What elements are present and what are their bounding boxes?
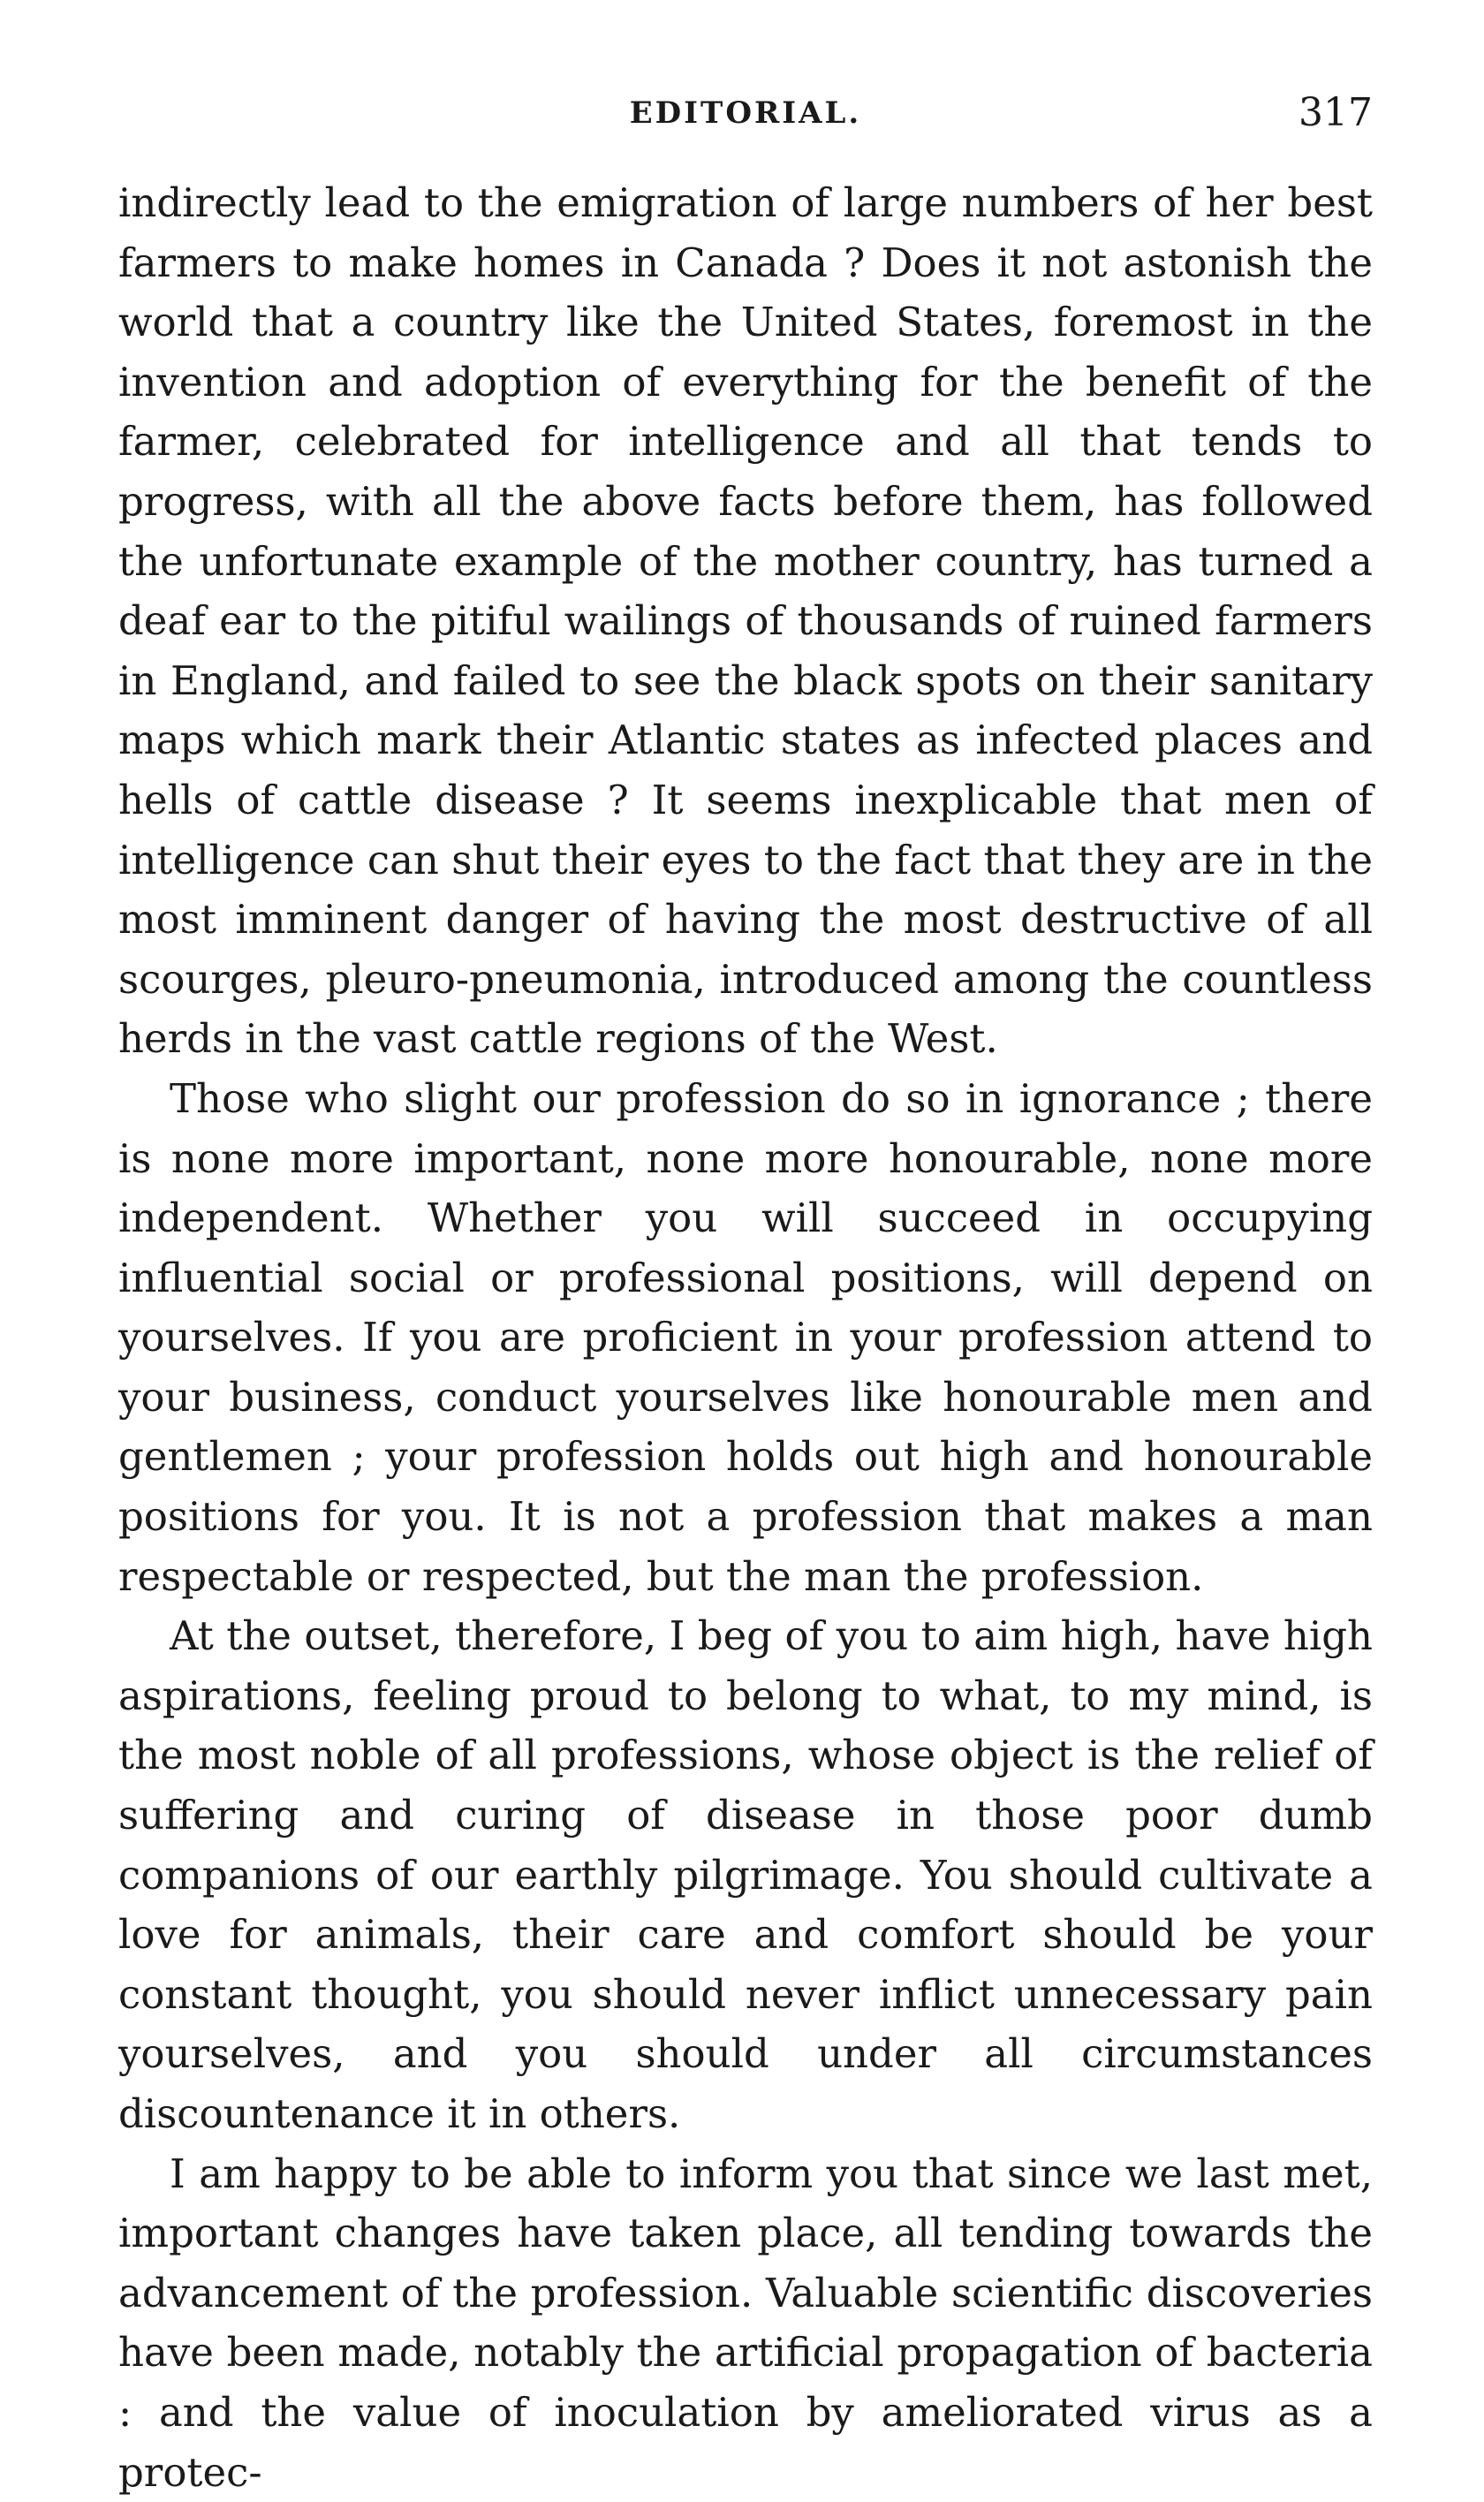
- body-text: [118, 173, 1373, 2502]
- running-title: EDITORIAL.: [629, 95, 862, 131]
- paragraph: I am happy to be able to inform you that since we last met, important changes have taken place, all tending towards the advancement of the profession. Valuable scientific discoveries have been made, notably the artificial propagation of bacteria : and the value of inoculation by ameliorated virus as a protec-: [118, 2149, 1373, 2496]
- paragraph: At the outset, therefore, I beg of you to aim high, have high aspirations, feeling proud to belong to what, to my mind, is the most noble of all professions, whose object is the relief of suffering and curing of disease in those poor dumb companions of our earthly pilgrimage. You should cultivate a love for animals, their care and comfort should be your constant thought, you should never inflict unnecessary pain yourselves, and you should under all circumstances discountenance it in others.: [118, 1612, 1373, 2137]
- page-number: 317: [1298, 90, 1373, 135]
- paragraph-continued: indirectly lead to the emigration of large numbers of her best farmers to make homes in Canada ? Does it not astonish the world that a country like the United States, foremost in the invention and adoption of everything for the benefit of the farmer, celebrated for intelligence and all that tends to progress, with all the above facts before them, has followed the unfortunate example of the mother country, has turned a deaf ear to the pitiful wailings of thousands of ruined farmers in England, and failed to see the black spots on their sanitary maps which mark their Atlantic states as infected places and hells of cattle disease ? It seems inexplicable that men of intelligence can shut their eyes to the fact that they are in the most imminent danger of having the most destructive of all scourges, pleuro-pneumonia, introduced among the countless herds in the vast cattle regions of the West.: [118, 179, 1373, 1063]
- paragraph: Those who slight our profession do so in ignorance ; there is none more important, none more honourable, none more independent. Whether you will succeed in occupying influential social or professional positions, will depend on yourselves. If you are proficient in your profession attend to your business, conduct yourselves like honourable men and gentlemen ; your profession holds out high and honourable positions for you. It is not a profession that makes a man respectable or respected, but the man the profession.: [118, 1074, 1373, 1600]
- running-head: [118, 87, 1373, 140]
